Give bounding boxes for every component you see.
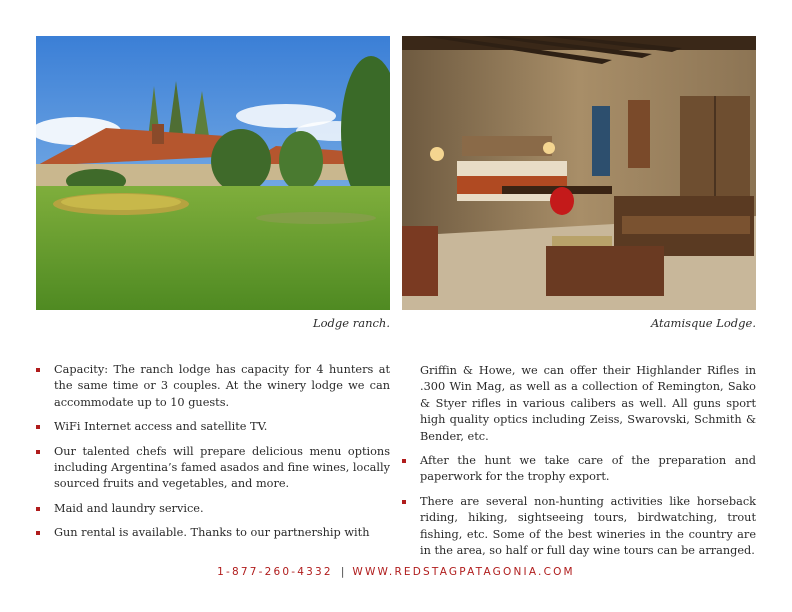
atamisque-lodge-photo	[402, 36, 756, 310]
footer	[0, 566, 792, 578]
list-item	[36, 501, 390, 517]
list-item-text: Gun rental is available. Thanks to our partnership with	[54, 526, 370, 540]
left-column	[36, 362, 390, 550]
list-item	[36, 419, 390, 435]
list-item-text: WiFi Internet access and satellite TV.	[54, 420, 268, 434]
lodge-ranch-photo	[36, 36, 390, 310]
list-item-text: Maid and laundry service.	[54, 501, 204, 515]
list-item-text: There are several non-hunting activities like horseback riding, hiking, sightseeing tours, birdwatching, trout fishing, etc. Some of the best wineries in the country are in the area, so half or full day wine tours can be arranged.	[420, 494, 756, 558]
bullet-icon	[402, 500, 406, 504]
list-item-text: After the hunt we take care of the preparation and paperwork for the trophy export.	[420, 454, 756, 484]
list-item-continuation: Griffin & Howe, we can offer their Highlander Rifles in .300 Win Mag, as well as a collection of Remington, Sako & Styer rifles in various calibers as well. All guns sport high quality optics including Zeiss, Swarovski, Schmith & Bender, etc.	[420, 364, 756, 443]
list-item	[36, 525, 390, 541]
list-item-text: Our talented chefs will prepare delicious menu options including Argentina’s famed asados and fine wines, locally sourced fruits and vegetables, and more.	[54, 444, 390, 491]
bullet-icon	[36, 507, 40, 511]
list-item	[36, 362, 390, 411]
caption-lodge-ranch: Lodge ranch.	[312, 316, 390, 330]
list-item	[36, 444, 390, 493]
list-item	[402, 494, 756, 560]
footer-separator: |	[340, 566, 345, 578]
caption-atamisque-lodge: Atamisque Lodge.	[650, 316, 756, 330]
list-item	[402, 453, 756, 486]
bullet-icon	[36, 531, 40, 535]
bullet-icon	[36, 368, 40, 372]
footer-website-link[interactable]: WWW.REDSTAGPATAGONIA.COM	[352, 566, 575, 578]
list-item-text: Capacity: The ranch lodge has capacity for 4 hunters at the same time or 3 couples. At the winery lodge we can accommodate up to 10 guests.	[54, 363, 390, 409]
footer-phone[interactable]: 1-877-260-4332	[217, 566, 333, 578]
bullet-icon	[36, 450, 40, 454]
bullet-icon	[402, 459, 406, 463]
right-column	[402, 363, 756, 567]
bullet-icon	[36, 425, 40, 429]
